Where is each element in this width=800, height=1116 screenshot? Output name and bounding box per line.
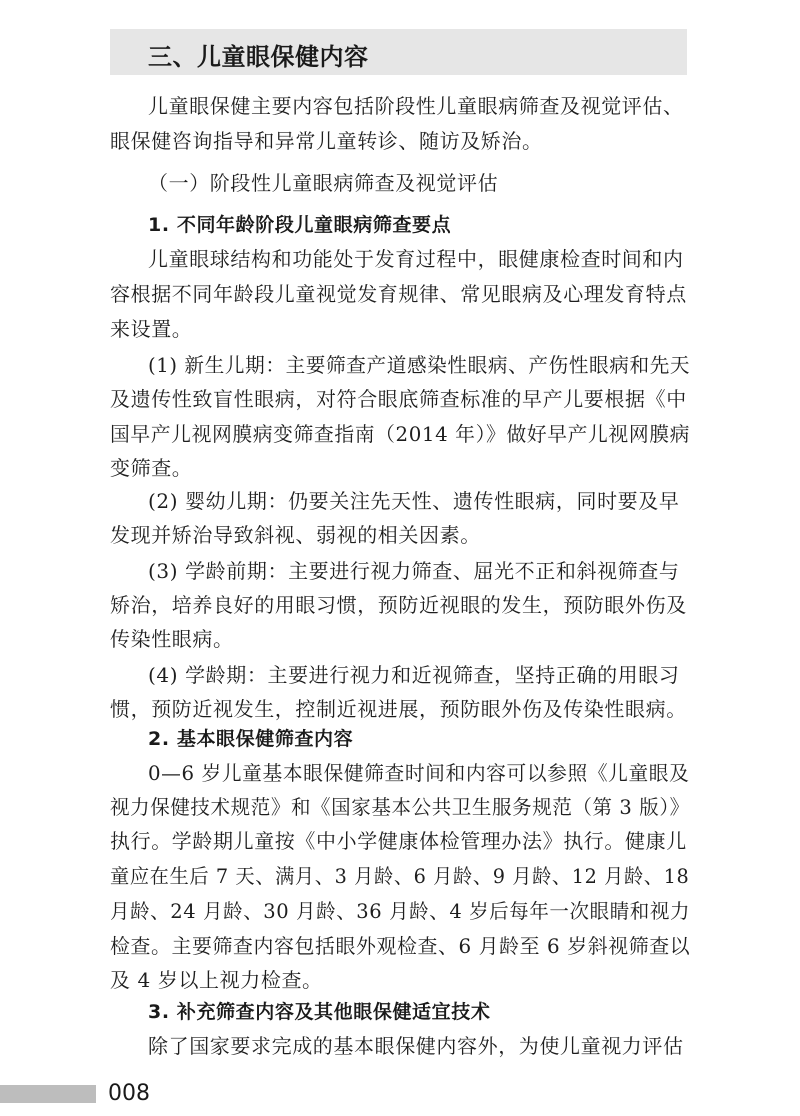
paragraph-line: 发现并矫治导致斜视、弱视的相关因素。 <box>110 523 481 547</box>
paragraph-line: 矫治，培养良好的用眼习惯，预防近视眼的发生，预防眼外伤及 <box>110 593 687 617</box>
paragraph-line: 0—6 岁儿童基本眼保健筛查时间和内容可以参照《儿童眼及 <box>148 761 690 785</box>
paragraph-line: 容根据不同年龄段儿童视觉发育规律、常见眼病及心理发育特点 <box>110 282 687 306</box>
paragraph-line: 儿童眼球结构和功能处于发育过程中，眼健康检查时间和内 <box>148 247 684 271</box>
paragraph-line: 来设置。 <box>110 317 193 341</box>
numbered-heading: 1. 不同年龄阶段儿童眼病筛查要点 <box>148 214 452 236</box>
paragraph-line: (4) 学龄期：主要进行视力和近视筛查，坚持正确的用眼习 <box>148 663 680 687</box>
subsection-heading: （一）阶段性儿童眼病筛查及视觉评估 <box>148 171 499 195</box>
footer-bar <box>0 1085 96 1103</box>
paragraph-line: (1) 新生儿期：主要筛查产道感染性眼病、产伤性眼病和先天 <box>148 353 691 377</box>
paragraph-line: 执行。学龄期儿童按《中小学健康体检管理办法》执行。健康儿 <box>110 829 687 853</box>
section-title: 三、儿童眼保健内容 <box>148 43 369 71</box>
paragraph-line: 及 4 岁以上视力检查。 <box>110 968 323 992</box>
paragraph-line: 除了国家要求完成的基本眼保健内容外，为使儿童视力评估 <box>148 1034 684 1058</box>
paragraph-line: (2) 婴幼儿期：仍要关注先天性、遗传性眼病，同时要及早 <box>148 489 680 513</box>
paragraph-line: 月龄、24 月龄、30 月龄、36 月龄、4 岁后每年一次眼睛和视力 <box>110 899 691 923</box>
paragraph-line: 及遗传性致盲性眼病，对符合眼底筛查标准的早产儿要根据《中 <box>110 387 687 411</box>
page-number: 008 <box>108 1081 150 1106</box>
paragraph-line: 国早产儿视网膜病变筛查指南（2014 年）》做好早产儿视网膜病 <box>110 422 691 446</box>
numbered-heading: 2. 基本眼保健筛查内容 <box>148 728 354 750</box>
paragraph-line: 传染性眼病。 <box>110 627 234 651</box>
paragraph-line: 童应在生后 7 天、满月、3 月龄、6 月龄、9 月龄、12 月龄、18 <box>110 864 690 888</box>
paragraph-line: (3) 学龄前期：主要进行视力筛查、屈光不正和斜视筛查与 <box>148 559 680 583</box>
paragraph-line: 惯，预防近视发生，控制近视进展，预防眼外伤及传染性眼病。 <box>110 697 687 721</box>
paragraph-line: 眼保健咨询指导和异常儿童转诊、随访及矫治。 <box>110 129 543 153</box>
numbered-heading: 3. 补充筛查内容及其他眼保健适宜技术 <box>148 1001 491 1023</box>
paragraph-line: 视力保健技术规范》和《国家基本公共卫生服务规范（第 3 版）》 <box>110 795 690 819</box>
paragraph-line: 变筛查。 <box>110 456 193 480</box>
paragraph-line: 儿童眼保健主要内容包括阶段性儿童眼病筛查及视觉评估、 <box>148 94 684 118</box>
paragraph-line: 检查。主要筛查内容包括眼外观检查、6 月龄至 6 岁斜视筛查以 <box>110 934 691 958</box>
